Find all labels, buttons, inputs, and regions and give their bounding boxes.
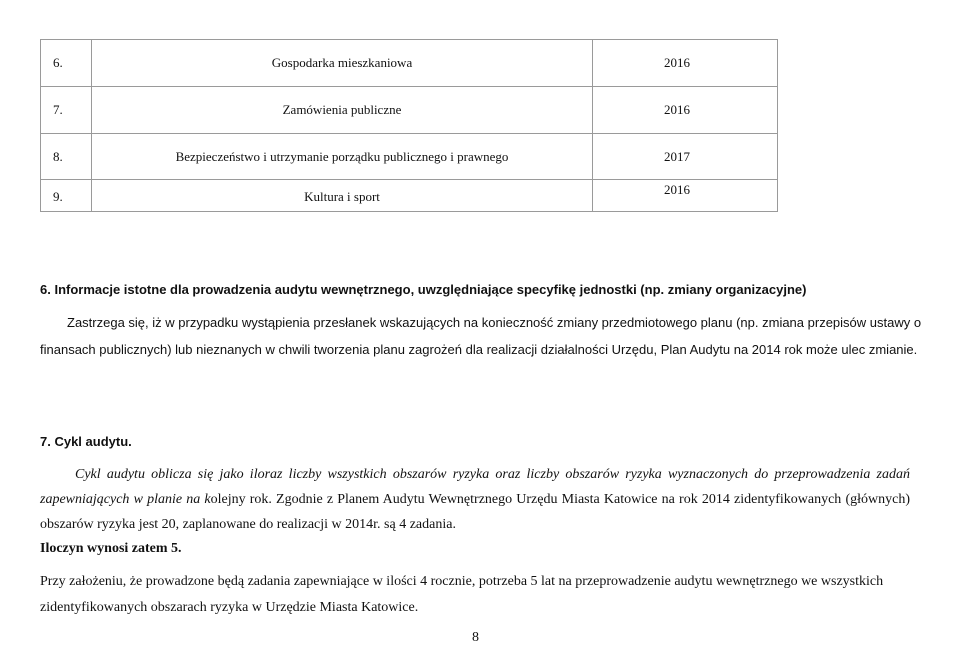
- page-number: 8: [472, 630, 479, 645]
- row-number: 6.: [41, 40, 92, 87]
- section-6-paragraph: Zastrzega się, iż w przypadku wystąpienia przesłanek wskazujących na konieczność zmiany przedmiotowego planu (np. zmiana przepisów ustawy o finansach publicznych) lub nieznanych w chwili tworzenia planu zagrożeń dla realizacji działalności Urzędu, Plan Audytu na 2014 rok może ulec zmianie.: [40, 315, 922, 357]
- audit-cycle-result: Iloczyn wynosi zatem 5.: [40, 541, 182, 556]
- section-7-paragraph: [40, 462, 910, 537]
- audit-cycle-details: olejny rok. Zgodnie z Planem Audytu Wewnętrznego Urzędu Miasta Katowice na rok 2014 zidentyfikowanych (głównych) obszarów ryzyka jest 20, zaplanowane do realizacji w 2014r. są 4 zadania.: [40, 492, 911, 532]
- area-name: Gospodarka mieszkaniowa: [92, 40, 593, 87]
- row-number: 8.: [41, 134, 92, 180]
- table-row: [41, 40, 778, 87]
- area-name: Bezpieczeństwo i utrzymanie porządku publicznego i prawnego: [92, 134, 593, 180]
- area-name: Zamówienia publiczne: [92, 87, 593, 134]
- area-name: Kultura i sport: [92, 180, 593, 212]
- section-7-heading: 7. Cykl audytu.: [40, 434, 132, 449]
- section-6-heading: 6. Informacje istotne dla prowadzenia audytu wewnętrznego, uwzględniające specyfikę jednostki (np. zmiany organizacyjne): [40, 282, 807, 297]
- audit-year: 2016: [593, 40, 778, 87]
- audit-areas-table: [40, 39, 778, 212]
- audit-year: 2016: [593, 87, 778, 134]
- audit-year: 2016: [593, 180, 778, 212]
- table-row: [41, 180, 778, 212]
- conclusion-paragraph: Przy założeniu, że prowadzone będą zadania zapewniające w ilości 4 rocznie, potrzeba 5 lat na przeprowadzenie audytu wewnętrznego we wszystkich zidentyfikowanych obszarach ryzyka w Urzędzie Miasta Katowice.: [40, 574, 884, 615]
- row-number: 9.: [41, 180, 92, 212]
- table-row: [41, 134, 778, 180]
- table-row: [41, 87, 778, 134]
- audit-year: 2017: [593, 134, 778, 180]
- audit-cycle-definition: Cykl audytu oblicza się jako iloraz liczby wszystkich obszarów ryzyka oraz liczby obszarów ryzyka wyznaczonych do przeprowadzenia zadań zapewniających w planie na k: [40, 467, 910, 507]
- row-number: 7.: [41, 87, 92, 134]
